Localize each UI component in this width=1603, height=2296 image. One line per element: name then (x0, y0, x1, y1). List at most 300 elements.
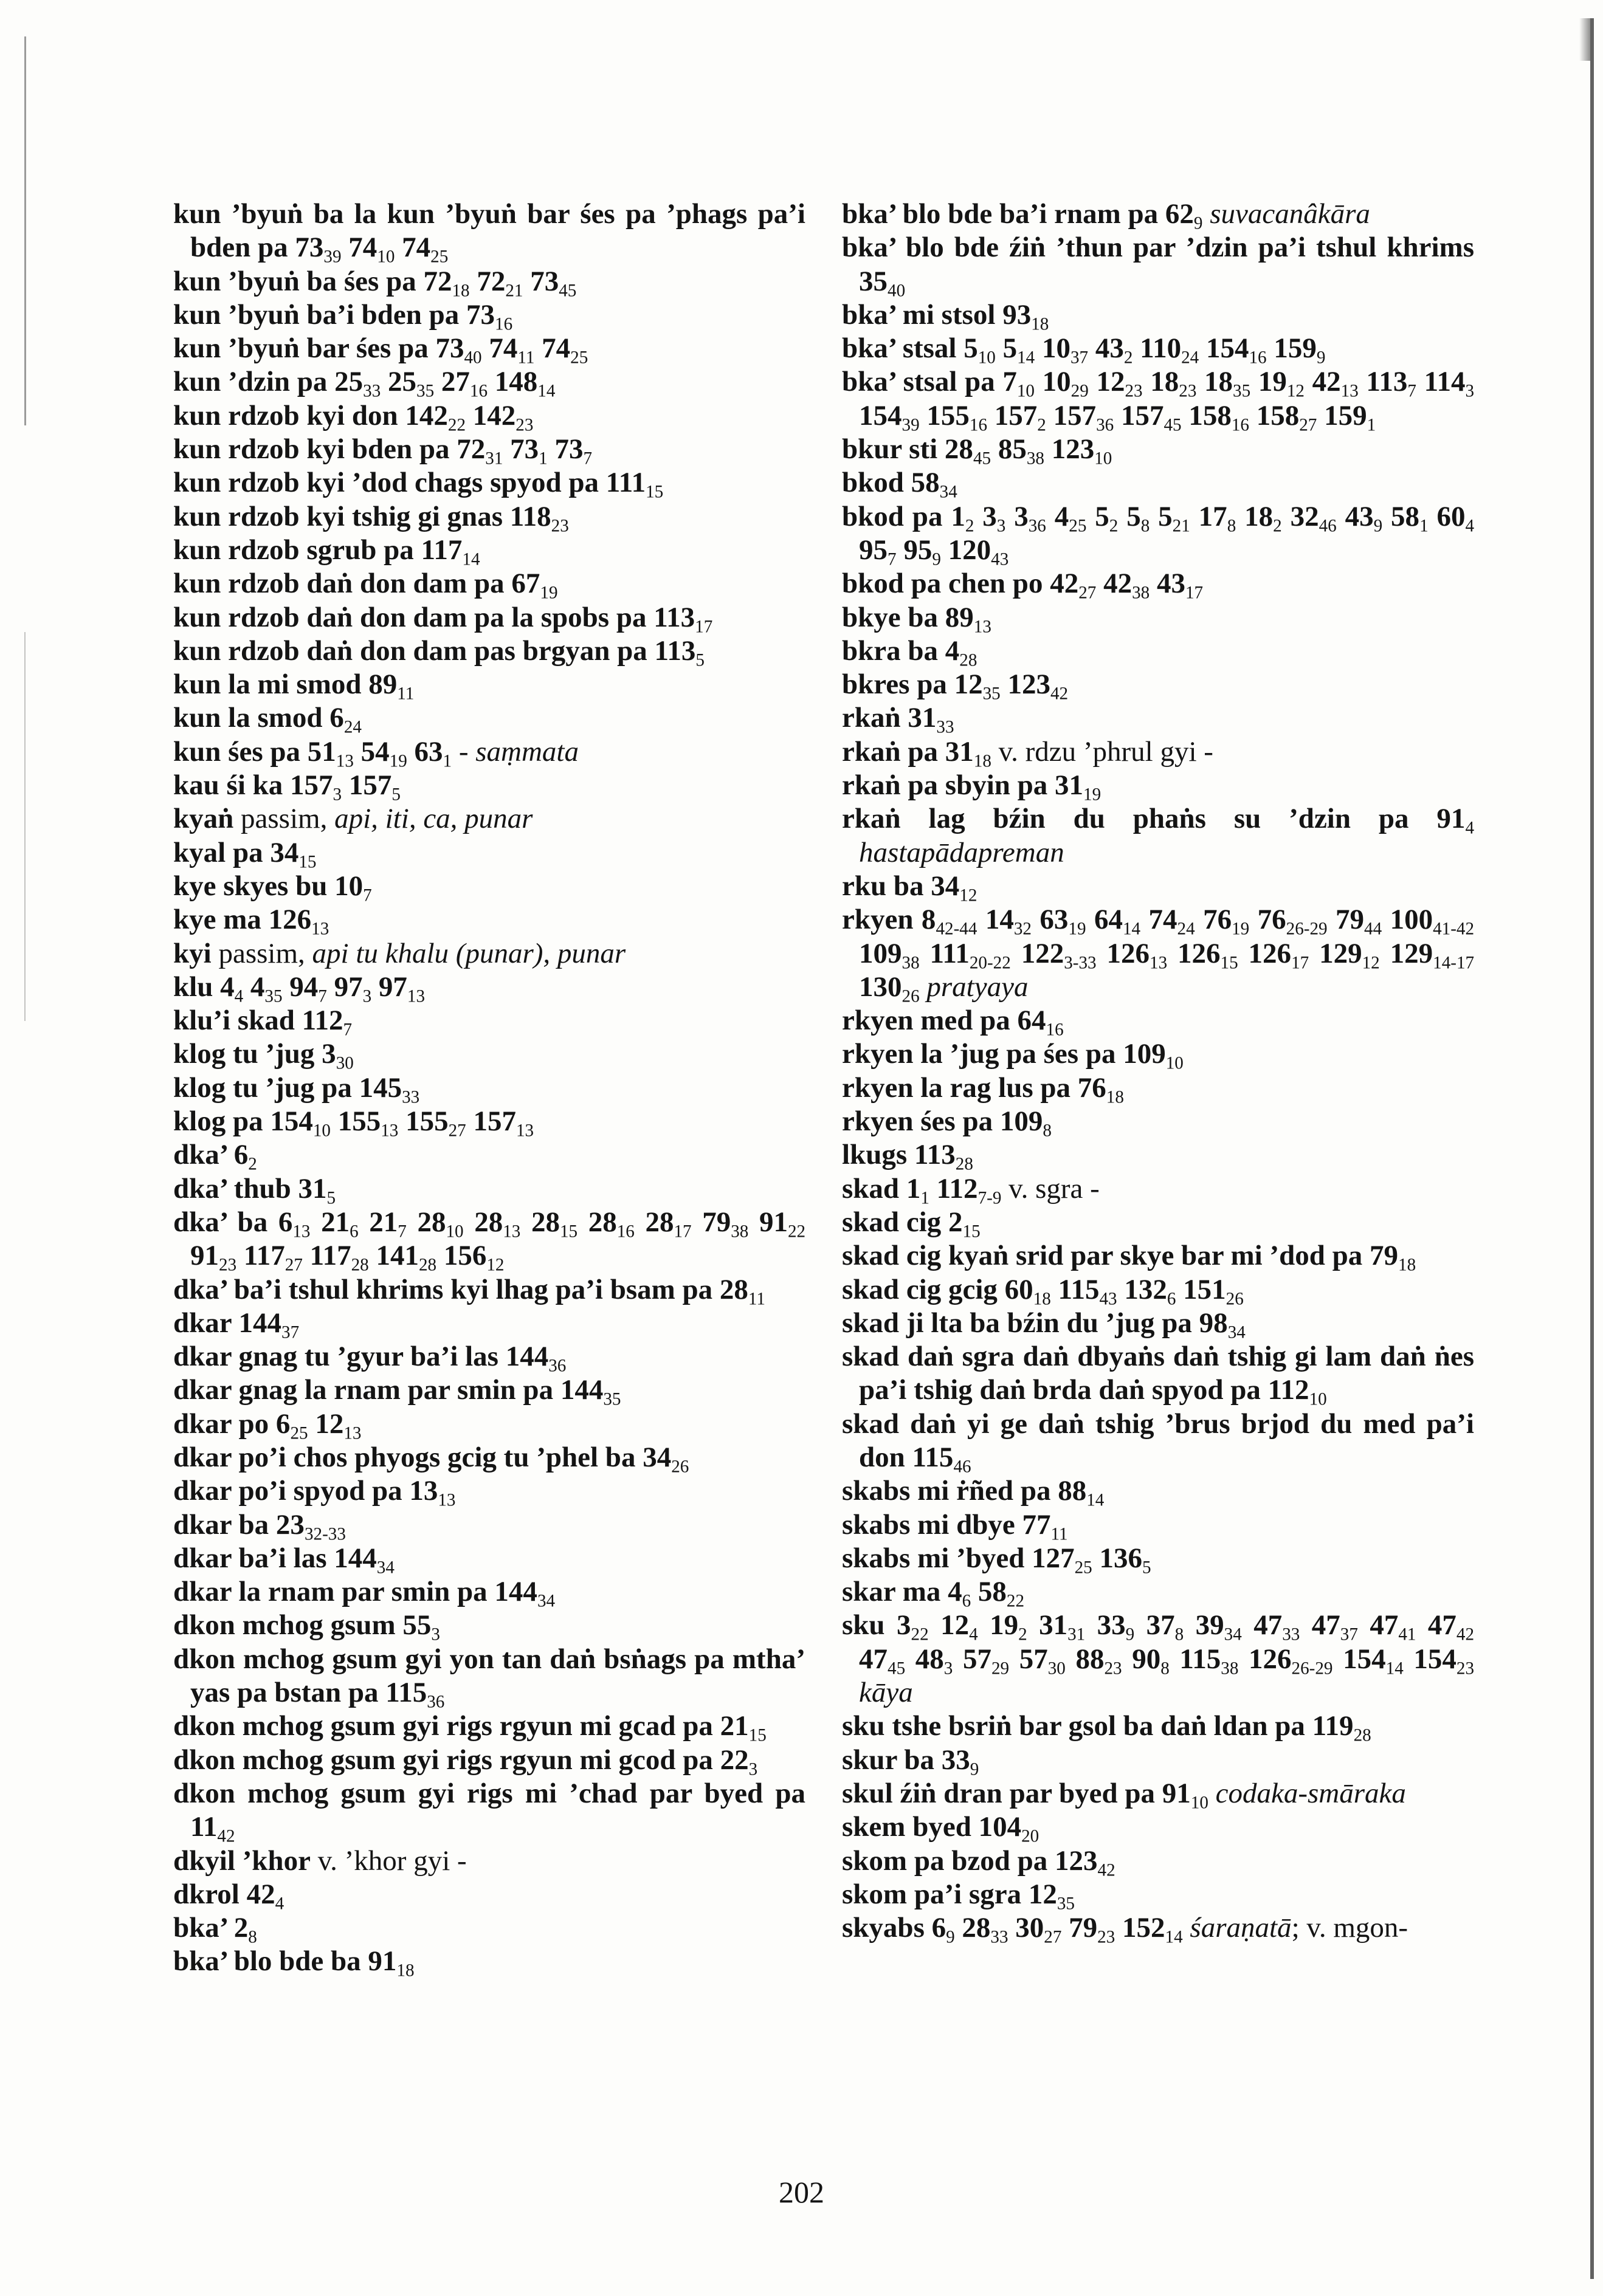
index-entry (842, 1744, 1474, 1777)
index-entry (842, 1172, 1474, 1206)
line-subscript: 16 (1231, 415, 1249, 435)
entry-text: dkon mchog gsum gyi rigs rgyun mi gcad pa 21 (173, 1710, 749, 1742)
line-subscript: 12 (959, 885, 977, 906)
entry-text: 10 (1034, 366, 1071, 398)
entry-text: 64 (1086, 904, 1123, 936)
entry-text: skem byed 104 (842, 1811, 1022, 1843)
line-subscript: 24 (1181, 348, 1199, 368)
entry-text: 63 (1031, 904, 1069, 936)
line-subscript: 7 (343, 1020, 353, 1040)
line-subscript: 9 (1316, 348, 1326, 368)
line-subscript: 17 (674, 1222, 692, 1242)
entry-text: dka’ thub 31 (173, 1172, 327, 1205)
index-entry (173, 1878, 805, 1914)
entry-text: 79 (691, 1206, 731, 1238)
index-entry (173, 1441, 805, 1477)
index-entry (173, 433, 805, 469)
entry-text (1183, 1912, 1190, 1944)
line-subscript: 8 (1043, 1121, 1052, 1141)
line-subscript: 19 (1068, 919, 1086, 939)
entry-text: klog tu ’jug pa 145 (173, 1071, 402, 1104)
line-subscript: 20 (1021, 1826, 1039, 1846)
entry-text: 154 (859, 399, 902, 431)
entry-text: 122 (1010, 937, 1064, 969)
line-subscript: 34 (537, 1591, 556, 1611)
entry-text: 155 (398, 1105, 449, 1138)
entry-text: bka’ stsal 5 (842, 332, 978, 365)
index-entry (842, 298, 1474, 332)
entry-text: kun rdzob kyi ’dod chags spyod pa 111 (173, 467, 646, 499)
entry-text: 159 (1266, 332, 1317, 365)
line-subscript: 23 (1097, 1927, 1115, 1947)
index-entry (173, 1340, 805, 1376)
line-subscript: 8 (1140, 515, 1150, 535)
entry-text: 111 (919, 937, 970, 969)
scan-corner-shadow (1579, 18, 1590, 61)
line-subscript: 7 (318, 986, 327, 1006)
entry-text: 3 (1005, 500, 1029, 532)
line-subscript: 18 (396, 1961, 415, 1981)
line-subscript: 36 (427, 1692, 445, 1712)
entry-text: 33 (1085, 1609, 1126, 1641)
index-entry (842, 802, 1474, 870)
line-subscript: 10 (446, 1222, 464, 1242)
line-subscript: 1 (443, 751, 452, 771)
index-entry (842, 433, 1474, 469)
entry-text: bkye ba 89 (842, 601, 974, 633)
index-entry (173, 1777, 805, 1844)
line-subscript: 15 (298, 851, 317, 871)
entry-text: dkar po 6 (173, 1408, 291, 1440)
sanskrit-equivalent: codaka-smāraka (1215, 1777, 1406, 1809)
line-subscript: 14 (462, 549, 480, 569)
entry-text: 91 (190, 1240, 219, 1272)
line-subscript: 3 (431, 1624, 440, 1645)
sanskrit-equivalent: śaraṇatā (1190, 1912, 1292, 1944)
entry-text: bkur sti 28 (842, 433, 973, 466)
entry-text: kun śes pa 51 (173, 735, 336, 768)
entry-text: kun ’byuṅ ba la kun ’byuṅ bar śes pa ’phags pa’i bden pa 73 (173, 198, 805, 264)
entry-text: rkaṅ pa sbyin pa 31 (842, 769, 1084, 802)
line-subscript: 27 (448, 1121, 466, 1141)
index-entry (842, 1037, 1474, 1071)
entry-text: 154 (1199, 332, 1249, 365)
line-subscript: 37 (1070, 348, 1089, 368)
entry-text: 32 (1281, 500, 1319, 532)
entry-text: 30 (1008, 1912, 1044, 1944)
index-entry (842, 332, 1474, 368)
sanskrit-equivalent: api tu khalu (punar), punar (312, 937, 626, 969)
line-subscript: 36 (1028, 515, 1046, 535)
index-entry (173, 1945, 805, 1981)
line-subscript: 1 (1419, 515, 1429, 535)
entry-text: dkar po’i chos phyogs gcig tu ’phel ba 34 (173, 1441, 672, 1473)
entry-text: 58 (971, 1576, 1007, 1608)
line-subscript: 26-29 (1286, 919, 1328, 939)
index-entry (842, 1710, 1474, 1743)
index-entry (173, 332, 805, 368)
index-entry (173, 198, 805, 265)
line-subscript: 38 (1026, 449, 1044, 469)
index-entry (173, 1307, 805, 1340)
index-entry (842, 1138, 1474, 1172)
entry-text: skyabs 6 (842, 1912, 946, 1944)
entry-text: ; v. mgon- (1291, 1912, 1408, 1944)
entry-text: 74 (341, 232, 377, 264)
entry-text: v. sgra - (1001, 1172, 1100, 1205)
entry-text: 148 (488, 366, 538, 398)
line-subscript: 13 (438, 1490, 456, 1510)
line-subscript: 10 (1190, 1793, 1208, 1813)
line-subscript: 7 (888, 549, 897, 569)
line-subscript: 4 (1465, 515, 1475, 535)
line-subscript: 30 (1047, 1658, 1066, 1679)
index-entry (842, 634, 1474, 668)
index-entry (842, 1609, 1474, 1710)
entry-text: 14 (977, 904, 1014, 936)
index-entry (173, 500, 805, 534)
line-subscript: 38 (1132, 583, 1150, 603)
entry-text: skad 1 (842, 1172, 921, 1205)
entry-text: 21 (310, 1206, 350, 1238)
line-subscript: 34 (1224, 1624, 1242, 1645)
entry-text: rkyen med pa 64 (842, 1005, 1046, 1037)
entry-text: 129 (1379, 937, 1433, 969)
entry-text: 129 (1309, 937, 1362, 969)
line-subscript: 25 (430, 247, 449, 267)
index-entry (842, 1474, 1474, 1508)
line-subscript: 2 (1018, 1624, 1027, 1645)
entry-text: 156 (436, 1240, 487, 1272)
line-subscript: 12 (486, 1255, 505, 1275)
line-subscript: 28 (955, 1154, 973, 1174)
entry-text: dkrol 42 (173, 1878, 275, 1910)
entry-text (1202, 198, 1210, 230)
line-subscript: 33 (402, 1087, 420, 1107)
index-entry (842, 735, 1474, 769)
line-subscript: 1 (920, 1188, 929, 1208)
entry-text: 120 (940, 534, 991, 566)
entry-text: kun rdzob kyi tshig gi gnas 118 (173, 500, 551, 532)
entry-text: 43 (1088, 332, 1124, 365)
entry-text: 79 (1327, 904, 1365, 936)
index-entry (173, 298, 805, 332)
entry-text: 12 (1088, 366, 1125, 398)
line-subscript: 4 (275, 1894, 284, 1914)
entry-text: 154 (1332, 1643, 1386, 1675)
line-subscript: 35 (1057, 1894, 1075, 1914)
line-subscript: 14 (1122, 919, 1141, 939)
line-subscript: 21 (1172, 515, 1190, 535)
line-subscript: 8 (1174, 1624, 1184, 1645)
entry-text: skad cig gcig 60 (842, 1273, 1033, 1305)
line-subscript: 27 (1044, 1927, 1062, 1947)
line-subscript: 18 (452, 280, 470, 300)
line-subscript: 15 (1220, 952, 1238, 972)
index-entry (842, 903, 1474, 1004)
sanskrit-equivalent: kāya (859, 1677, 913, 1709)
line-subscript: 35 (1233, 381, 1251, 401)
index-entry (842, 769, 1474, 805)
line-subscript: 38 (901, 952, 920, 972)
index-entry (842, 1878, 1474, 1914)
entry-text: 47 (1416, 1609, 1456, 1641)
sanskrit-equivalent: suvacanâkāra (1210, 198, 1370, 230)
entry-text: kau śi ka 157 (173, 769, 333, 802)
entry-text: skad cig 2 (842, 1206, 963, 1238)
entry-text: 157 (466, 1105, 516, 1138)
entry-text: skul źiṅ dran par byed pa 91 (842, 1777, 1191, 1809)
index-entry (842, 1542, 1474, 1578)
index-entry (173, 634, 805, 668)
entry-text: 76 (1249, 904, 1286, 936)
entry-text: 28 (634, 1206, 674, 1238)
entry-text: kun ’byuṅ ba śes pa 72 (173, 265, 452, 297)
entry-text: 42 (1304, 366, 1341, 398)
entry-text: lkugs 113 (842, 1139, 956, 1171)
entry-text: kun la smod 6 (173, 702, 344, 734)
index-entry (842, 1071, 1474, 1105)
line-subscript: 10 (1165, 1053, 1184, 1073)
entry-text: rkyen śes pa 109 (842, 1105, 1043, 1138)
entry-text: dkyil ’khor (173, 1844, 311, 1877)
line-subscript: 35 (416, 381, 435, 401)
entry-text: kye skyes bu 10 (173, 870, 364, 902)
line-subscript: 17 (1291, 952, 1309, 972)
entry-text: 74 (481, 332, 518, 365)
entry-text: 132 (1117, 1273, 1167, 1305)
entry-text: 117 (236, 1240, 285, 1272)
line-subscript: 14 (1165, 1927, 1183, 1947)
line-subscript: 19 (1232, 919, 1250, 939)
entry-text: kyaṅ (173, 803, 234, 835)
line-subscript: 5 (1142, 1558, 1151, 1578)
entry-text: 109 (859, 937, 902, 969)
line-subscript: 10 (377, 247, 395, 267)
line-subscript: 46 (1319, 515, 1337, 535)
line-subscript: 36 (548, 1356, 567, 1376)
line-subscript: 39 (901, 415, 920, 435)
entry-text: 158 (1249, 399, 1300, 431)
entry-text: 90 (1122, 1643, 1161, 1675)
line-subscript: 13 (973, 616, 991, 636)
line-subscript: 25 (290, 1423, 308, 1443)
line-subscript: 2 (1123, 348, 1133, 368)
line-subscript: 24 (1177, 919, 1195, 939)
entry-text: 100 (1382, 904, 1433, 936)
line-subscript: 40 (464, 348, 482, 368)
line-subscript: 15 (962, 1222, 981, 1242)
entry-text: bka’ mi stsol 93 (842, 298, 1032, 331)
entry-text: dkar po’i spyod pa 13 (173, 1475, 438, 1507)
entry-text: 154 (1403, 1643, 1456, 1675)
entry-text: 57 (953, 1643, 991, 1675)
entry-text: 126 (1238, 1643, 1292, 1675)
index-entry (842, 1810, 1474, 1844)
index-entry (173, 1138, 805, 1172)
entry-text: 158 (1181, 399, 1232, 431)
entry-text: 97 (371, 971, 407, 1003)
entry-text: 28 (520, 1206, 560, 1238)
line-subscript: 45 (1163, 415, 1182, 435)
line-subscript: 22 (911, 1624, 929, 1645)
line-subscript: 6 (350, 1222, 359, 1242)
entry-text: 151 (1176, 1273, 1226, 1305)
entry-text: 157 (1046, 399, 1097, 431)
line-subscript: 37 (281, 1322, 300, 1342)
entry-text: 152 (1115, 1912, 1165, 1944)
line-subscript: 25 (1069, 515, 1087, 535)
line-subscript: 33 (990, 1927, 1008, 1947)
entry-text: 95 (859, 534, 888, 566)
line-subscript: 25 (570, 348, 588, 368)
line-subscript: 44 (1364, 919, 1382, 939)
entry-text: 57 (1009, 1643, 1048, 1675)
line-subscript: 34 (1227, 1322, 1246, 1342)
entry-text: 21 (358, 1206, 398, 1238)
line-subscript: 5 (695, 650, 705, 670)
entry-text: 12 (928, 1609, 970, 1641)
line-subscript: 11 (397, 684, 415, 704)
entry-text: 47 (1357, 1609, 1399, 1641)
entry-text: dkar la rnam par smin pa 144 (173, 1576, 537, 1608)
line-subscript: 16 (969, 415, 987, 435)
line-subscript: 23 (515, 415, 534, 435)
line-subscript: 9 (946, 1927, 955, 1947)
entry-text: rku ba 34 (842, 870, 960, 902)
line-subscript: 18 (1106, 1087, 1124, 1107)
entry-text: dkar gnag la rnam par smin pa 144 (173, 1374, 604, 1406)
line-subscript: 29 (991, 1658, 1010, 1679)
line-subscript: 19 (1083, 785, 1101, 805)
index-entry (173, 1373, 805, 1407)
line-subscript: 10 (1016, 381, 1035, 401)
entry-text: kun rdzob sgrub pa 117 (173, 534, 463, 566)
entry-text: 27 (434, 366, 470, 398)
line-subscript: 23 (1125, 381, 1143, 401)
line-subscript: 8 (248, 1927, 257, 1947)
line-subscript: 3 (943, 1658, 953, 1679)
line-subscript: 28 (1353, 1725, 1371, 1745)
index-entry (173, 971, 805, 1004)
entry-text: 113 (1358, 366, 1408, 398)
entry-text: dka’ ba 6 (173, 1206, 293, 1238)
index-entry (842, 1508, 1474, 1542)
line-subscript: 1 (539, 449, 548, 469)
line-subscript: 21 (505, 280, 523, 300)
entry-text: 43 (1336, 500, 1374, 532)
entry-text: 18 (1236, 500, 1274, 532)
entry-text: 19 (977, 1609, 1019, 1641)
entry-text: 74 (395, 232, 431, 264)
line-subscript: 17 (1185, 583, 1204, 603)
index-entry (173, 1744, 805, 1777)
line-subscript: 28 (418, 1255, 437, 1275)
line-subscript: 13 (343, 1423, 362, 1443)
line-subscript: 10 (1309, 1389, 1327, 1409)
entry-text: 88 (1065, 1643, 1105, 1675)
entry-text: 73 (503, 433, 539, 466)
index-entry (842, 1004, 1474, 1040)
index-entry (842, 668, 1474, 704)
line-subscript: 13 (503, 1222, 521, 1242)
entry-text: 115 (1169, 1643, 1221, 1675)
index-entry (173, 1911, 805, 1945)
index-entry (842, 1273, 1474, 1307)
line-subscript: 23 (219, 1255, 237, 1275)
entry-text: kye ma 126 (173, 904, 312, 936)
index-entry (842, 1105, 1474, 1141)
line-subscript: 45 (888, 1658, 906, 1679)
entry-text: kun rdzob daṅ don dam pa 67 (173, 568, 540, 600)
line-subscript: 9 (1193, 213, 1203, 233)
sanskrit-equivalent: api, iti, ca, punar (334, 803, 533, 835)
index-entry (173, 1844, 805, 1878)
line-subscript: 13 (1150, 952, 1168, 972)
index-entry (173, 534, 805, 567)
entry-text: 94 (282, 971, 319, 1003)
line-subscript: 33 (936, 717, 954, 737)
entry-text: kun ’dzin pa 25 (173, 366, 364, 398)
line-subscript: 26 (901, 986, 920, 1006)
index-entry (173, 735, 805, 769)
entry-text: kun rdzob kyi bden pa 72 (173, 433, 486, 466)
entry-text: 28 (954, 1912, 991, 1944)
entry-text: dkar ba 23 (173, 1508, 305, 1541)
entry-text: 142 (466, 399, 516, 431)
line-subscript: 6 (1167, 1288, 1176, 1308)
entry-text: 28 (406, 1206, 446, 1238)
index-entry (842, 601, 1474, 634)
entry-text: skabs mi ’byed 127 (842, 1542, 1075, 1574)
line-subscript: 22 (1006, 1591, 1025, 1611)
line-subscript: 18 (1398, 1255, 1416, 1275)
index-entry (173, 870, 805, 906)
entry-text: 85 (991, 433, 1027, 466)
entry-text: kun ’byuṅ bar śes pa 73 (173, 332, 464, 365)
line-subscript: 22 (787, 1222, 806, 1242)
entry-text: 42 (1096, 568, 1132, 600)
line-subscript: 16 (495, 314, 513, 334)
line-subscript: 42-44 (936, 919, 977, 939)
entry-text: kun rdzob daṅ don dam pas brgyan pa 113 (173, 634, 696, 667)
entry-text: 79 (1061, 1912, 1098, 1944)
line-subscript: 46 (953, 1457, 971, 1477)
line-subscript: 26 (671, 1457, 689, 1477)
line-subscript: 40 (888, 280, 906, 300)
line-subscript: 13 (407, 986, 426, 1006)
index-entry (173, 1710, 805, 1743)
entry-text: skom pa’i sgra 12 (842, 1878, 1057, 1910)
line-subscript: 36 (1096, 415, 1114, 435)
entry-text: skad daṅ sgra daṅ dbyaṅs daṅ tshig gi lam daṅ ṅes pa’i tshig daṅ brda daṅ spyod pa 112 (842, 1341, 1474, 1406)
entry-text: 110 (1132, 332, 1182, 365)
line-subscript: 23 (1456, 1658, 1474, 1679)
line-subscript: 34 (376, 1558, 395, 1578)
line-subscript: 12 (1286, 381, 1305, 401)
scan-edge-shadow-left-lower (24, 632, 26, 1021)
index-entry (842, 1239, 1474, 1273)
line-subscript: 4 (1465, 818, 1474, 838)
entry-text: 28 (577, 1206, 617, 1238)
index-entry (173, 1004, 805, 1040)
index-entry (173, 1542, 805, 1578)
entry-text: bka’ blo bde ba 91 (173, 1945, 397, 1978)
line-subscript: 10 (1094, 449, 1112, 469)
entry-text: 4 (243, 971, 265, 1003)
entry-text: bka’ blo bde źiṅ ’thun par ’dzin pa’i tshul khrims 35 (842, 232, 1474, 297)
line-subscript: 7 (583, 449, 593, 469)
